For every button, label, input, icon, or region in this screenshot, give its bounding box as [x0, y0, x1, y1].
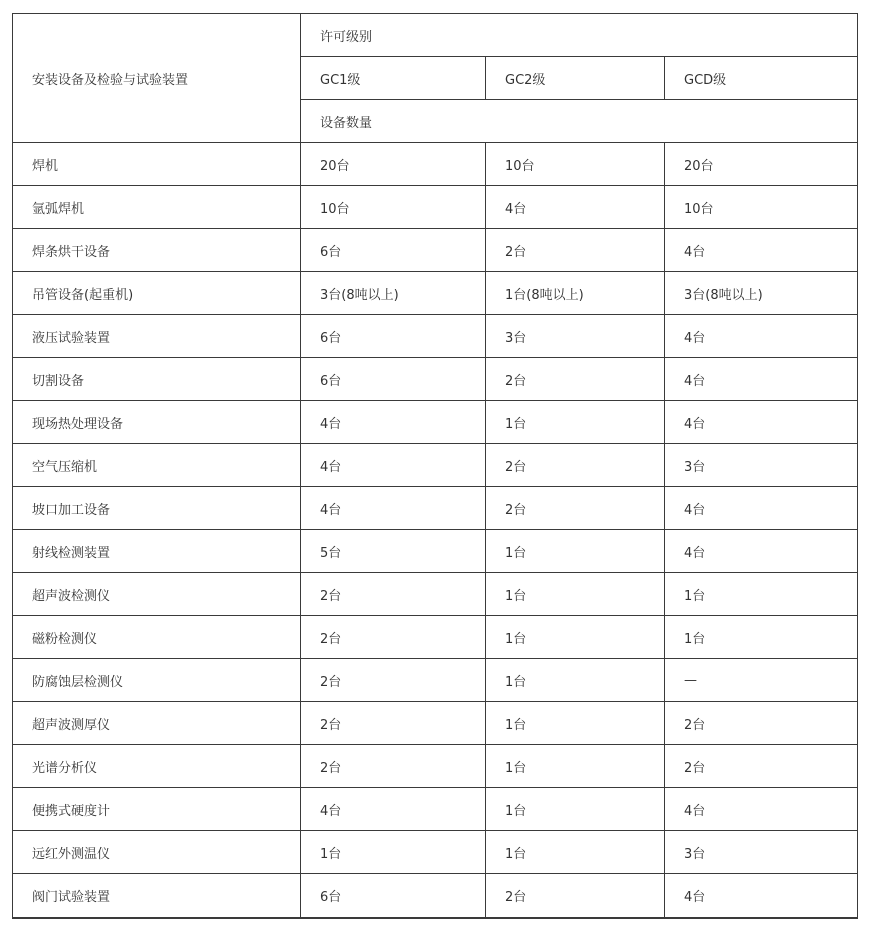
- table-row: [13, 788, 858, 831]
- equipment-name-cell: 吊管设备(起重机): [13, 272, 301, 315]
- gc2-count-cell: 4台: [486, 186, 665, 229]
- equipment-name-cell: 射线检测装置: [13, 530, 301, 573]
- gc1-count-cell: 6台: [301, 315, 486, 358]
- gc2-count-cell: 2台: [486, 444, 665, 487]
- equipment-name-cell: 便携式硬度计: [13, 788, 301, 831]
- gcd-count-cell: 4台: [665, 530, 858, 573]
- table-row: [13, 315, 858, 358]
- gc2-count-cell: 2台: [486, 229, 665, 272]
- equipment-name-cell: 切割设备: [13, 358, 301, 401]
- equipment-name-cell: 超声波检测仪: [13, 573, 301, 616]
- gc1-count-cell: 4台: [301, 487, 486, 530]
- gcd-count-cell: 3台: [665, 444, 858, 487]
- gc2-count-cell: 1台: [486, 573, 665, 616]
- gc1-count-cell: 10台: [301, 186, 486, 229]
- table-row: [13, 831, 858, 874]
- table-row: [13, 444, 858, 487]
- table-row: [13, 874, 858, 919]
- gcd-count-cell: 2台: [665, 702, 858, 745]
- gc2-count-cell: 1台(8吨以上): [486, 272, 665, 315]
- gc2-count-cell: 2台: [486, 358, 665, 401]
- gc1-count-cell: 2台: [301, 616, 486, 659]
- level-header-gcd: GCD级: [665, 57, 858, 100]
- gc1-count-cell: 5台: [301, 530, 486, 573]
- equipment-name-cell: 现场热处理设备: [13, 401, 301, 444]
- equipment-name-cell: 超声波测厚仪: [13, 702, 301, 745]
- equipment-name-cell: 空气压缩机: [13, 444, 301, 487]
- table-row: [13, 272, 858, 315]
- table-row: [13, 573, 858, 616]
- equipment-name-cell: 坡口加工设备: [13, 487, 301, 530]
- equipment-name-cell: 阀门试验装置: [13, 874, 301, 919]
- equipment-name-cell: 氩弧焊机: [13, 186, 301, 229]
- table-row: [13, 530, 858, 573]
- gc2-count-cell: 1台: [486, 401, 665, 444]
- gc1-count-cell: 2台: [301, 702, 486, 745]
- row-label-header: 安装设备及检验与试验装置: [13, 14, 301, 143]
- equipment-name-cell: 防腐蚀层检测仪: [13, 659, 301, 702]
- gcd-count-cell: 4台: [665, 788, 858, 831]
- gc2-count-cell: 2台: [486, 874, 665, 919]
- equipment-table-container: [12, 13, 858, 919]
- level-header-gc2: GC2级: [486, 57, 665, 100]
- gcd-count-cell: 4台: [665, 358, 858, 401]
- equipment-table: [12, 13, 858, 919]
- table-row: [13, 702, 858, 745]
- gc1-count-cell: 4台: [301, 788, 486, 831]
- gc1-count-cell: 6台: [301, 229, 486, 272]
- table-row: [13, 616, 858, 659]
- gc1-count-cell: 1台: [301, 831, 486, 874]
- gc2-count-cell: 1台: [486, 659, 665, 702]
- table-row: [13, 358, 858, 401]
- gcd-count-cell: 4台: [665, 401, 858, 444]
- gc2-count-cell: 3台: [486, 315, 665, 358]
- gc2-count-cell: 1台: [486, 702, 665, 745]
- gc1-count-cell: 6台: [301, 874, 486, 919]
- gcd-count-cell: 4台: [665, 874, 858, 919]
- gcd-count-cell: 20台: [665, 143, 858, 186]
- equipment-name-cell: 光谱分析仪: [13, 745, 301, 788]
- gc2-count-cell: 1台: [486, 530, 665, 573]
- gc1-count-cell: 6台: [301, 358, 486, 401]
- gc1-count-cell: 4台: [301, 444, 486, 487]
- gc1-count-cell: 3台(8吨以上): [301, 272, 486, 315]
- table-row: [13, 401, 858, 444]
- table-row: [13, 745, 858, 788]
- table-row: [13, 229, 858, 272]
- table-row: [13, 186, 858, 229]
- gcd-count-cell: 10台: [665, 186, 858, 229]
- gc2-count-cell: 10台: [486, 143, 665, 186]
- equipment-name-cell: 远红外测温仪: [13, 831, 301, 874]
- gc1-count-cell: 2台: [301, 573, 486, 616]
- gcd-count-cell: 1台: [665, 616, 858, 659]
- table-row: [13, 659, 858, 702]
- gc2-count-cell: 1台: [486, 788, 665, 831]
- gc1-count-cell: 2台: [301, 659, 486, 702]
- gcd-count-cell: 3台: [665, 831, 858, 874]
- gcd-count-cell: 3台(8吨以上): [665, 272, 858, 315]
- gcd-count-cell: 4台: [665, 487, 858, 530]
- gc2-count-cell: 1台: [486, 831, 665, 874]
- gcd-count-cell: 4台: [665, 229, 858, 272]
- gc1-count-cell: 4台: [301, 401, 486, 444]
- gcd-count-cell: 4台: [665, 315, 858, 358]
- level-header-gc1: GC1级: [301, 57, 486, 100]
- table-row: [13, 143, 858, 186]
- gcd-count-cell: 2台: [665, 745, 858, 788]
- permit-level-header: 许可级别: [301, 14, 858, 57]
- gc2-count-cell: 1台: [486, 616, 665, 659]
- table-body: [13, 14, 858, 919]
- quantity-header: 设备数量: [301, 100, 858, 143]
- table-row: [13, 487, 858, 530]
- gc2-count-cell: 1台: [486, 745, 665, 788]
- equipment-name-cell: 磁粉检测仪: [13, 616, 301, 659]
- equipment-name-cell: 焊条烘干设备: [13, 229, 301, 272]
- equipment-name-cell: 液压试验装置: [13, 315, 301, 358]
- gc1-count-cell: 2台: [301, 745, 486, 788]
- header-row-permit: [13, 14, 858, 57]
- gc1-count-cell: 20台: [301, 143, 486, 186]
- equipment-name-cell: 焊机: [13, 143, 301, 186]
- gcd-count-cell: 1台: [665, 573, 858, 616]
- gc2-count-cell: 2台: [486, 487, 665, 530]
- gcd-count-cell: —: [665, 659, 858, 702]
